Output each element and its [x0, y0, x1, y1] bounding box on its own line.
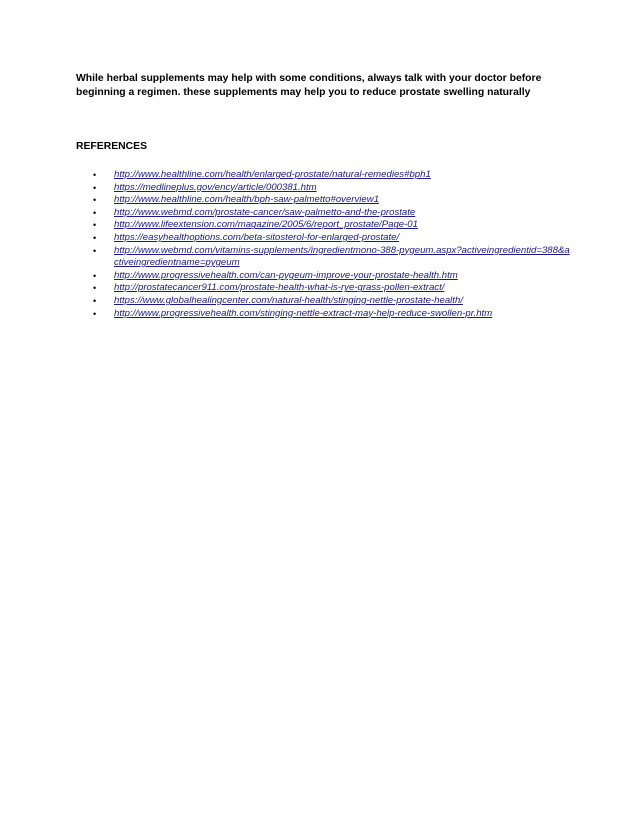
bullet-icon: •: [93, 220, 97, 231]
list-item: [93, 245, 573, 270]
bullet-icon: •: [93, 195, 97, 206]
references-list: [93, 169, 573, 320]
bullet-icon: •: [93, 245, 97, 256]
reference-link[interactable]: http://www.progressivehealth.com/stinging-nettle-extract-may-help-reduce-swollen-pr.htm: [114, 307, 493, 319]
list-item: [93, 270, 573, 283]
reference-link[interactable]: http://prostatecancer911.com/prostate-health-what-is-rye-grass-pollen-extract/: [114, 282, 445, 294]
list-item: [93, 295, 573, 308]
list-item: [93, 308, 573, 321]
references-heading: REFERENCES: [76, 141, 148, 152]
bullet-icon: •: [93, 207, 97, 218]
reference-link[interactable]: http://www.webmd.com/prostate-cancer/saw-palmetto-and-the-prostate: [114, 206, 416, 218]
reference-link[interactable]: https://www.globalhealingcenter.com/natural-health/stinging-nettle-prostate-health/: [114, 294, 463, 306]
bullet-icon: •: [93, 308, 97, 319]
reference-link[interactable]: https://medlineplus.gov/ency/article/000381.htm: [114, 181, 317, 193]
reference-link[interactable]: http://www.progressivehealth.com/can-pygeum-improve-your-prostate-health.htm: [114, 269, 458, 281]
bullet-icon: •: [93, 182, 97, 193]
reference-link[interactable]: http://www.lifeextension.com/magazine/2005/6/report_prostate/Page-01: [114, 219, 418, 231]
bullet-icon: •: [93, 170, 97, 180]
bullet-icon: •: [93, 270, 97, 281]
reference-link[interactable]: http://www.healthline.com/health/bph-saw-palmetto#overview1: [114, 194, 380, 206]
list-item: [93, 219, 573, 232]
list-item: [93, 169, 573, 182]
intro-paragraph: While herbal supplements may help with some conditions, always talk with your doctor before beginning a regimen. these supplements may help you to reduce prostate swelling naturally: [76, 73, 542, 98]
bullet-icon: •: [93, 283, 97, 294]
list-item: [93, 194, 573, 207]
list-item: [93, 207, 573, 220]
reference-link[interactable]: http://www.webmd.com/vitamins-supplements/ingredientmono-388-pygeum.aspx?activeingredientid=388&activeingredientname=pygeum: [114, 244, 570, 269]
bullet-icon: •: [93, 295, 97, 306]
bullet-icon: •: [93, 232, 97, 243]
list-item: [93, 232, 573, 245]
reference-link[interactable]: https://easyhealthoptions.com/beta-sitosterol-for-enlarged-prostate/: [114, 231, 400, 243]
reference-link[interactable]: http://www.healthline.com/health/enlarged-prostate/natural-remedies#bph1: [114, 169, 431, 180]
list-item: [93, 282, 573, 295]
list-item: [93, 182, 573, 195]
